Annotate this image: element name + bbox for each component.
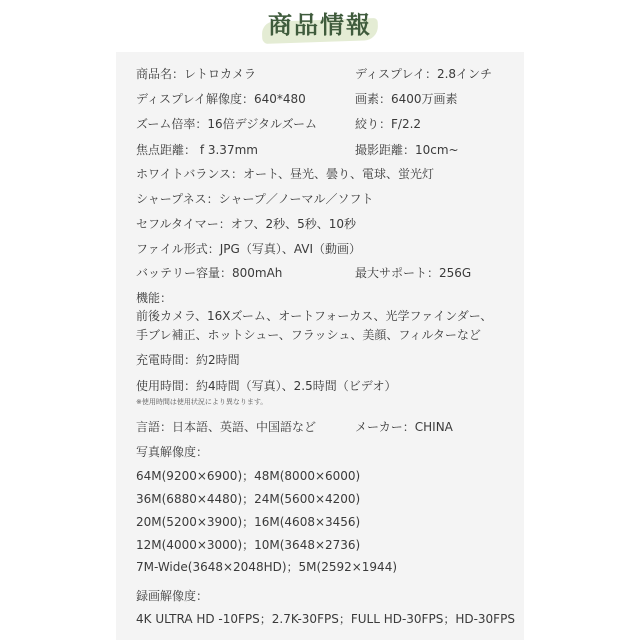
spec-maker: メーカー：CHINA xyxy=(355,420,453,434)
spec-photo-res-line-4: 12M(4000×3000)；10M(3648×2736) xyxy=(136,538,361,552)
spec-video-resolution-label: 録画解像度： xyxy=(136,589,209,603)
spec-battery: バッテリー容量：800mAh xyxy=(136,266,283,280)
spec-language: 言語：日本語、英語、中国語など xyxy=(136,420,317,434)
spec-features-line-2: 手ブレ補正、ホットシュー、フラッシュ、美顔、フィルターなど xyxy=(136,328,481,342)
spec-display: ディスプレイ：2.8インチ xyxy=(355,67,493,81)
spec-self-timer: セフルタイマー：オフ、2秒、5秒、10秒 xyxy=(136,217,357,231)
spec-video-res-line-1: 4K ULTRA HD -10FPS；2.7K-30FPS；FULL HD-30FPS；HD-30FPS xyxy=(136,612,515,626)
spec-file-format: ファイル形式：JPG（写真）、AVI（動画） xyxy=(136,242,362,256)
spec-photo-resolution-label: 写真解像度： xyxy=(136,445,209,459)
spec-photo-res-line-2: 36M(6880×4480)；24M(5600×4200) xyxy=(136,492,361,506)
spec-photo-res-line-1: 64M(9200×6900)；48M(8000×6000) xyxy=(136,469,361,483)
page-title: 商品情報 xyxy=(268,11,372,39)
spec-shooting-distance: 撮影距離：10cm~ xyxy=(355,143,459,157)
spec-features-line-1: 前後カメラ、16Xズーム、オートフォーカス、光学ファインダー、 xyxy=(136,309,493,323)
spec-zoom: ズーム倍率：16倍デジタルズーム xyxy=(136,117,317,131)
title-area xyxy=(0,8,640,42)
spec-product-name: 商品名：レトロカメラ xyxy=(136,67,257,81)
spec-photo-res-line-3: 20M(5200×3900)；16M(4608×3456) xyxy=(136,515,361,529)
spec-usage-note: ※使用時間は使用状況により異なります。 xyxy=(136,398,268,406)
spec-aperture: 絞り：F/2.2 xyxy=(355,117,422,131)
spec-display-resolution: ディスプレイ解像度：640*480 xyxy=(136,92,306,106)
spec-sharpness: シャープネス：シャープ／ノーマル／ソフト xyxy=(136,192,374,206)
spec-charge-time: 充電時間：約2時間 xyxy=(136,353,240,367)
spec-features-label: 機能： xyxy=(136,291,173,305)
spec-usage-time: 使用時間：約4時間（写真）、2.5時間（ビデオ） xyxy=(136,379,397,393)
spec-max-support: 最大サポート：256G xyxy=(355,266,472,280)
spec-focal-length: 焦点距離： f 3.37mm xyxy=(136,143,258,157)
spec-photo-res-line-5: 7M-Wide(3648×2048HD)；5M(2592×1944) xyxy=(136,560,398,574)
spec-pixels: 画素：6400万画素 xyxy=(355,92,458,106)
spec-white-balance: ホワイトバランス：オート、昼光、曇り、電球、蛍光灯 xyxy=(136,167,434,181)
